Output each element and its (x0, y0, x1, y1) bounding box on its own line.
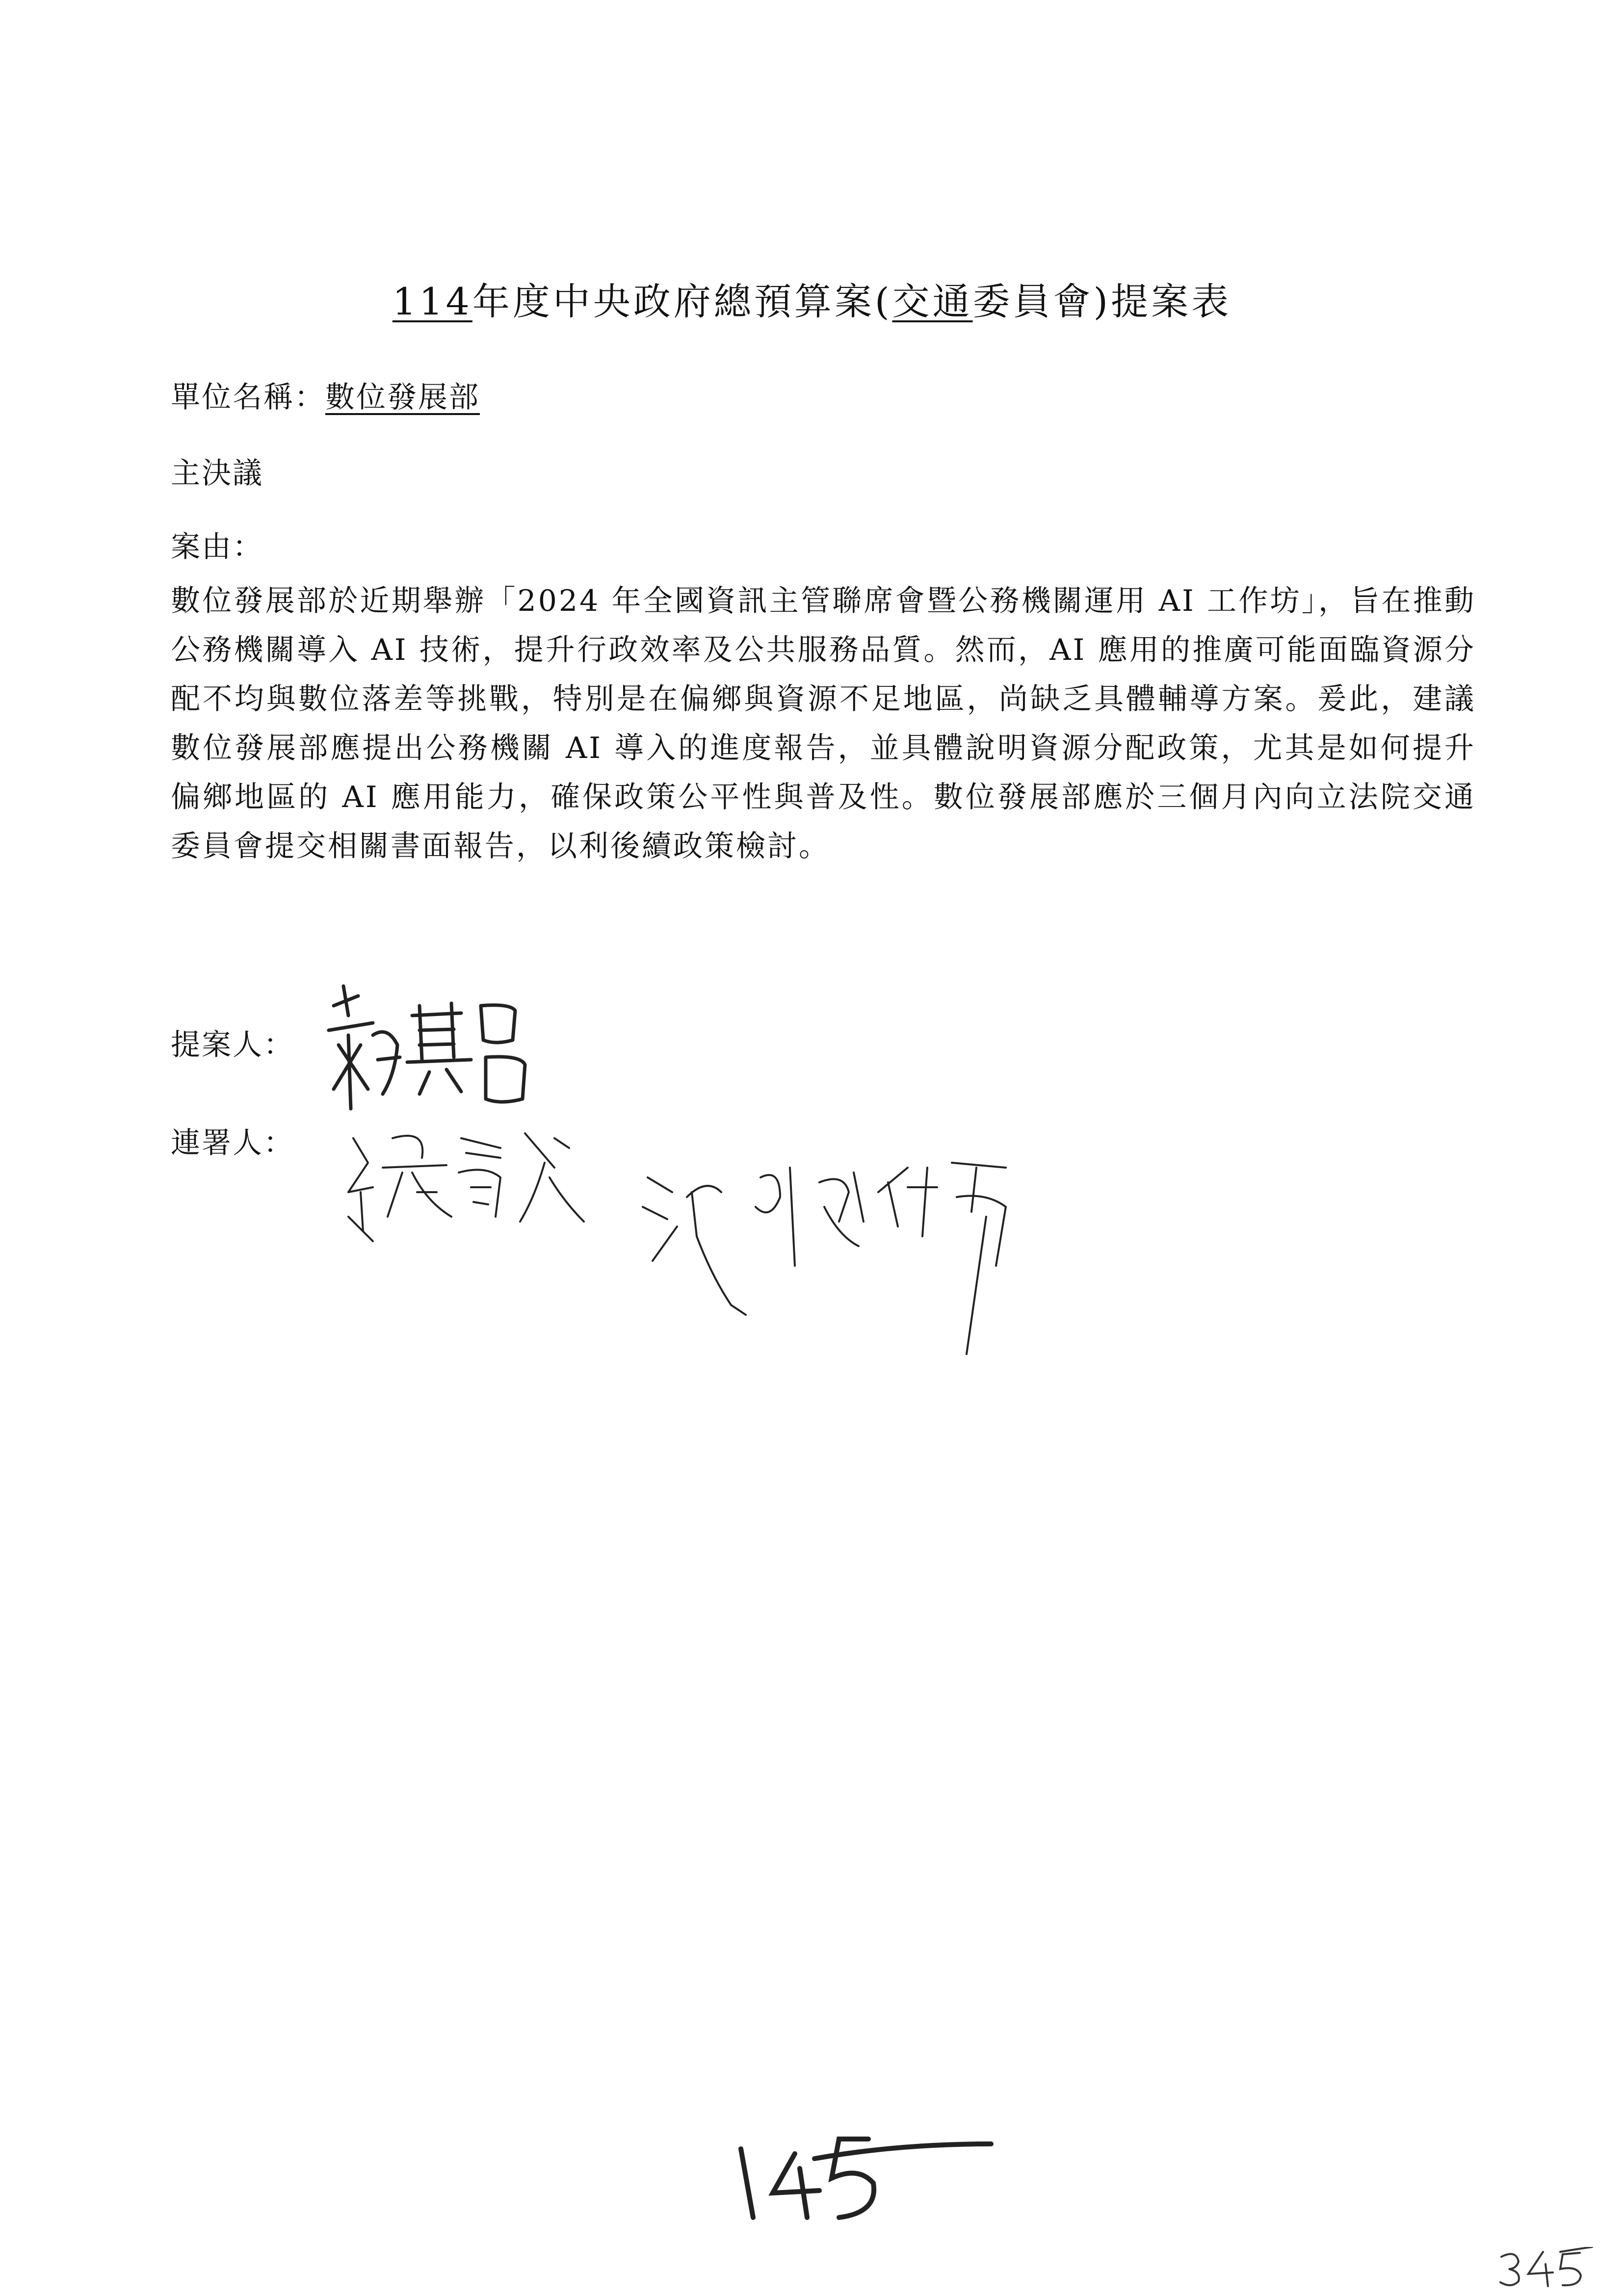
cosigner-label: 連署人： (171, 1126, 294, 1160)
proposer-label: 提案人： (171, 1028, 294, 1062)
title-committee: 交通 (892, 280, 973, 323)
cosigner-signature-1 (339, 1119, 594, 1256)
reason-label: 案由： (171, 530, 263, 564)
proposer-signature (314, 976, 540, 1123)
main-resolution: 主決議 (171, 456, 263, 491)
unit-label: 單位名稱： (171, 380, 325, 415)
title-mid: 年度中央政府總預算案( (472, 280, 892, 323)
reason-text: 數位發展部於近期舉辦「2024 年全國資訊主管聯席會暨公務機關運用 AI 工作坊」，旨在推動公務機關導入 AI 技術，提升行政效率及公共服務品質。然而，AI 應用的推廣可能面臨資源分配不均與數位落差等挑戰，特別是在偏鄉與資源不足地區，尚缺乏具體輔導方案。爰此，建議數位發展部應提出公務機關 AI 導入的進度報告，並具體說明資源分配政策，尤其是如何提升偏鄉地區的 AI 應用能力，確保政策公平性與普及性。數位發展部應於三個月內向立法院交通委員會提交相關書面報告，以利後續政策檢討。 (171, 584, 1476, 863)
unit-line (171, 378, 480, 417)
title-year: 114 (392, 280, 472, 323)
handwritten-page-number (726, 2119, 1001, 2227)
title-suffix: 委員會)提案表 (972, 280, 1232, 323)
cosigner-signature-2 (633, 1138, 1025, 1364)
handwritten-corner-number (1496, 2247, 1595, 2291)
document-title (0, 275, 1624, 329)
unit-value: 數位發展部 (325, 380, 480, 415)
